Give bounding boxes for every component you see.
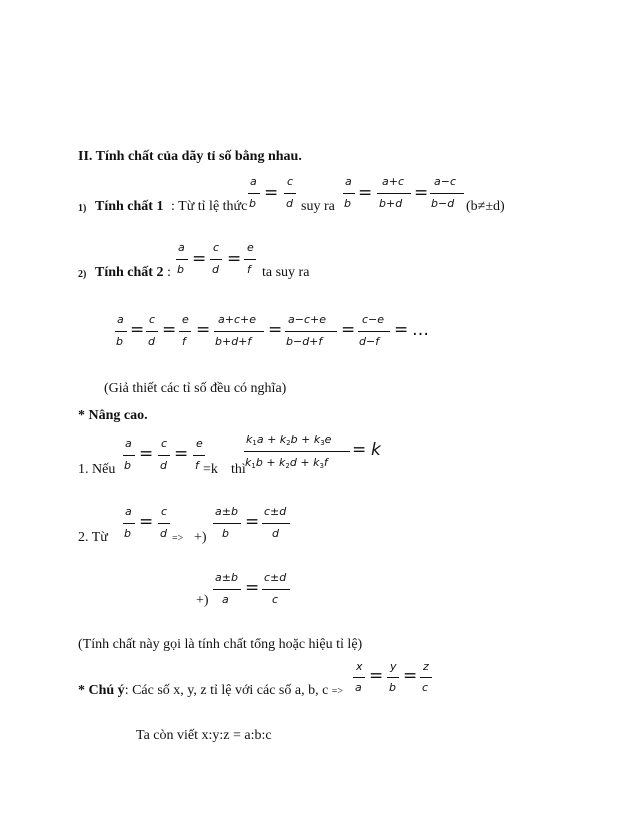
fraction-denominator: a: [222, 593, 229, 606]
fraction-bar: [343, 193, 355, 194]
fraction-bar: [248, 193, 260, 194]
fraction-denominator: b: [222, 527, 229, 540]
property-1-number: 1): [78, 203, 87, 214]
ellipsis: …: [412, 320, 429, 340]
equals-sign: =: [139, 444, 154, 464]
equals-sign: =: [341, 320, 356, 340]
fraction-numerator: c±d: [264, 571, 287, 584]
equals-sign: =: [130, 320, 145, 340]
property-2-colon: :: [167, 265, 171, 280]
attention-text: : Các số x, y, z tỉ lệ với các số a, b, c: [124, 683, 329, 698]
fraction-numerator: a: [345, 175, 352, 188]
property-1-condition: (b≠±d): [466, 199, 505, 214]
equals-sign: =: [414, 183, 429, 203]
fraction-numerator: a−c+e: [288, 313, 326, 326]
fraction-bar: [179, 331, 191, 332]
section-heading: II. Tính chất của dãy tỉ số bằng nhau.: [78, 149, 302, 164]
fraction-numerator: a: [125, 437, 132, 450]
fraction-denominator: b: [124, 527, 131, 540]
fraction-numerator: c: [161, 505, 168, 518]
fraction-bar: [210, 259, 222, 260]
property-1-text: : Từ tỉ lệ thức: [171, 199, 248, 214]
fraction-numerator: z: [423, 660, 429, 673]
advanced-2-plus-1: +): [194, 530, 207, 545]
advanced-2-plus-2: +): [196, 593, 209, 608]
equals-sign: =: [162, 320, 177, 340]
sum-difference-note: (Tính chất này gọi là tính chất tổng hoặc hiệu tỉ lệ): [78, 637, 363, 652]
fraction-bar: [146, 331, 158, 332]
fraction-bar: [358, 331, 390, 332]
fraction-numerator: y: [390, 660, 397, 673]
fraction-numerator: a±b: [215, 571, 238, 584]
fraction-denominator: d: [212, 263, 219, 276]
advanced-1-prefix: 1. Nếu: [78, 462, 116, 477]
fraction-denominator: b+d+f: [215, 335, 252, 348]
equals-sign: =: [358, 183, 373, 203]
fraction-numerator: a+c: [382, 175, 405, 188]
fraction-denominator: f: [247, 263, 251, 276]
fraction-bar: [193, 455, 205, 456]
fraction-numerator: c: [213, 241, 220, 254]
advanced-1-thi: thì: [231, 462, 246, 477]
fraction-numerator: c−e: [362, 313, 385, 326]
fraction-denominator: d: [286, 197, 293, 210]
fraction-denominator: b: [124, 459, 131, 472]
fraction-bar: [158, 523, 170, 524]
fraction-denominator: d: [148, 335, 155, 348]
fraction-numerator: e: [182, 313, 189, 326]
property-2-number: 2): [78, 269, 87, 280]
fraction-bar: [123, 523, 135, 524]
equals-sign: =: [227, 249, 242, 269]
constant-k: k: [371, 440, 381, 460]
fraction-denominator: c: [422, 681, 429, 694]
fraction-numerator: e: [247, 241, 254, 254]
fraction-denominator: b+d: [379, 197, 403, 210]
equals-sign: =: [352, 440, 367, 460]
fraction-bar: [213, 589, 241, 590]
fraction-numerator: a−c: [434, 175, 457, 188]
equals-sign: =: [139, 512, 154, 532]
fraction-denominator: b: [177, 263, 184, 276]
advanced-2-prefix: 2. Từ: [78, 530, 108, 545]
fraction-denominator: b−d: [431, 197, 455, 210]
fraction-denominator: b: [344, 197, 351, 210]
fraction-bar: [213, 523, 241, 524]
advanced-heading: * Nâng cao.: [78, 408, 148, 423]
fraction-denominator: f: [195, 459, 199, 472]
fraction-bar: [244, 259, 256, 260]
fraction-numerator: a: [178, 241, 185, 254]
property-2-label: Tính chất 2: [95, 265, 164, 280]
fraction-numerator: a±b: [215, 505, 238, 518]
fraction-denominator: a: [355, 681, 362, 694]
fraction-bar: [285, 331, 337, 332]
attention-label: * Chú ý: [78, 683, 125, 698]
fraction-denominator: d: [160, 459, 167, 472]
fraction-numerator: c: [149, 313, 156, 326]
fraction-bar: [244, 451, 350, 452]
fraction-bar: [123, 455, 135, 456]
fraction-bar: [158, 455, 170, 456]
fraction-bar: [262, 523, 290, 524]
fraction-numerator: a+c+e: [218, 313, 256, 326]
fraction-denominator: d: [160, 527, 167, 540]
fraction-bar: [262, 589, 290, 590]
fraction-bar: [214, 331, 264, 332]
fraction-denominator: b−d+f: [286, 335, 323, 348]
fraction-numerator: c: [161, 437, 168, 450]
fraction-numerator: x: [356, 660, 363, 673]
fraction-bar: [420, 677, 432, 678]
implies-arrow: =>: [331, 686, 344, 697]
ratio-notation-line: Ta còn viết x:y:z = a:b:c: [136, 728, 272, 743]
fraction-numerator: a: [117, 313, 124, 326]
fraction-numerator: e: [196, 437, 203, 450]
attention-line: [78, 684, 343, 698]
property-1-suy-ra: suy ra: [301, 199, 335, 214]
equals-sign: =: [264, 183, 279, 203]
equals-sign: =: [245, 512, 260, 532]
fraction-bar: [176, 259, 188, 260]
fraction-denominator: b: [389, 681, 396, 694]
fraction-bar: [284, 193, 296, 194]
implies-arrow: =>: [172, 533, 184, 544]
equals-sign: =: [394, 320, 409, 340]
fraction-bar: [387, 677, 399, 678]
equals-sign: =: [196, 320, 211, 340]
fraction-bar: [377, 193, 411, 194]
property-2-text: ta suy ra: [262, 265, 310, 280]
assumption-note: (Giả thiết các tỉ số đều có nghĩa): [104, 381, 287, 396]
equals-sign: =: [192, 249, 207, 269]
fraction-denominator: f: [182, 335, 186, 348]
fraction-numerator: a: [250, 175, 257, 188]
advanced-1-equals-k: =k: [203, 462, 218, 477]
fraction-bar: [115, 331, 127, 332]
fraction-numerator: c: [287, 175, 294, 188]
equals-sign: =: [403, 666, 418, 686]
equals-sign: =: [174, 444, 189, 464]
fraction-denominator: b: [249, 197, 256, 210]
equals-sign: =: [268, 320, 283, 340]
fraction-numerator: a: [125, 505, 132, 518]
fraction-denominator: c: [272, 593, 279, 606]
fraction-bar: [430, 193, 464, 194]
fraction-denominator: d−f: [359, 335, 380, 348]
fraction-numerator: c±d: [264, 505, 287, 518]
property-1-label: Tính chất 1: [95, 199, 164, 214]
equals-sign: =: [369, 666, 384, 686]
fraction-denominator: d: [272, 527, 279, 540]
fraction-bar: [353, 677, 365, 678]
fraction-denominator: b: [116, 335, 123, 348]
equals-sign: =: [245, 578, 260, 598]
